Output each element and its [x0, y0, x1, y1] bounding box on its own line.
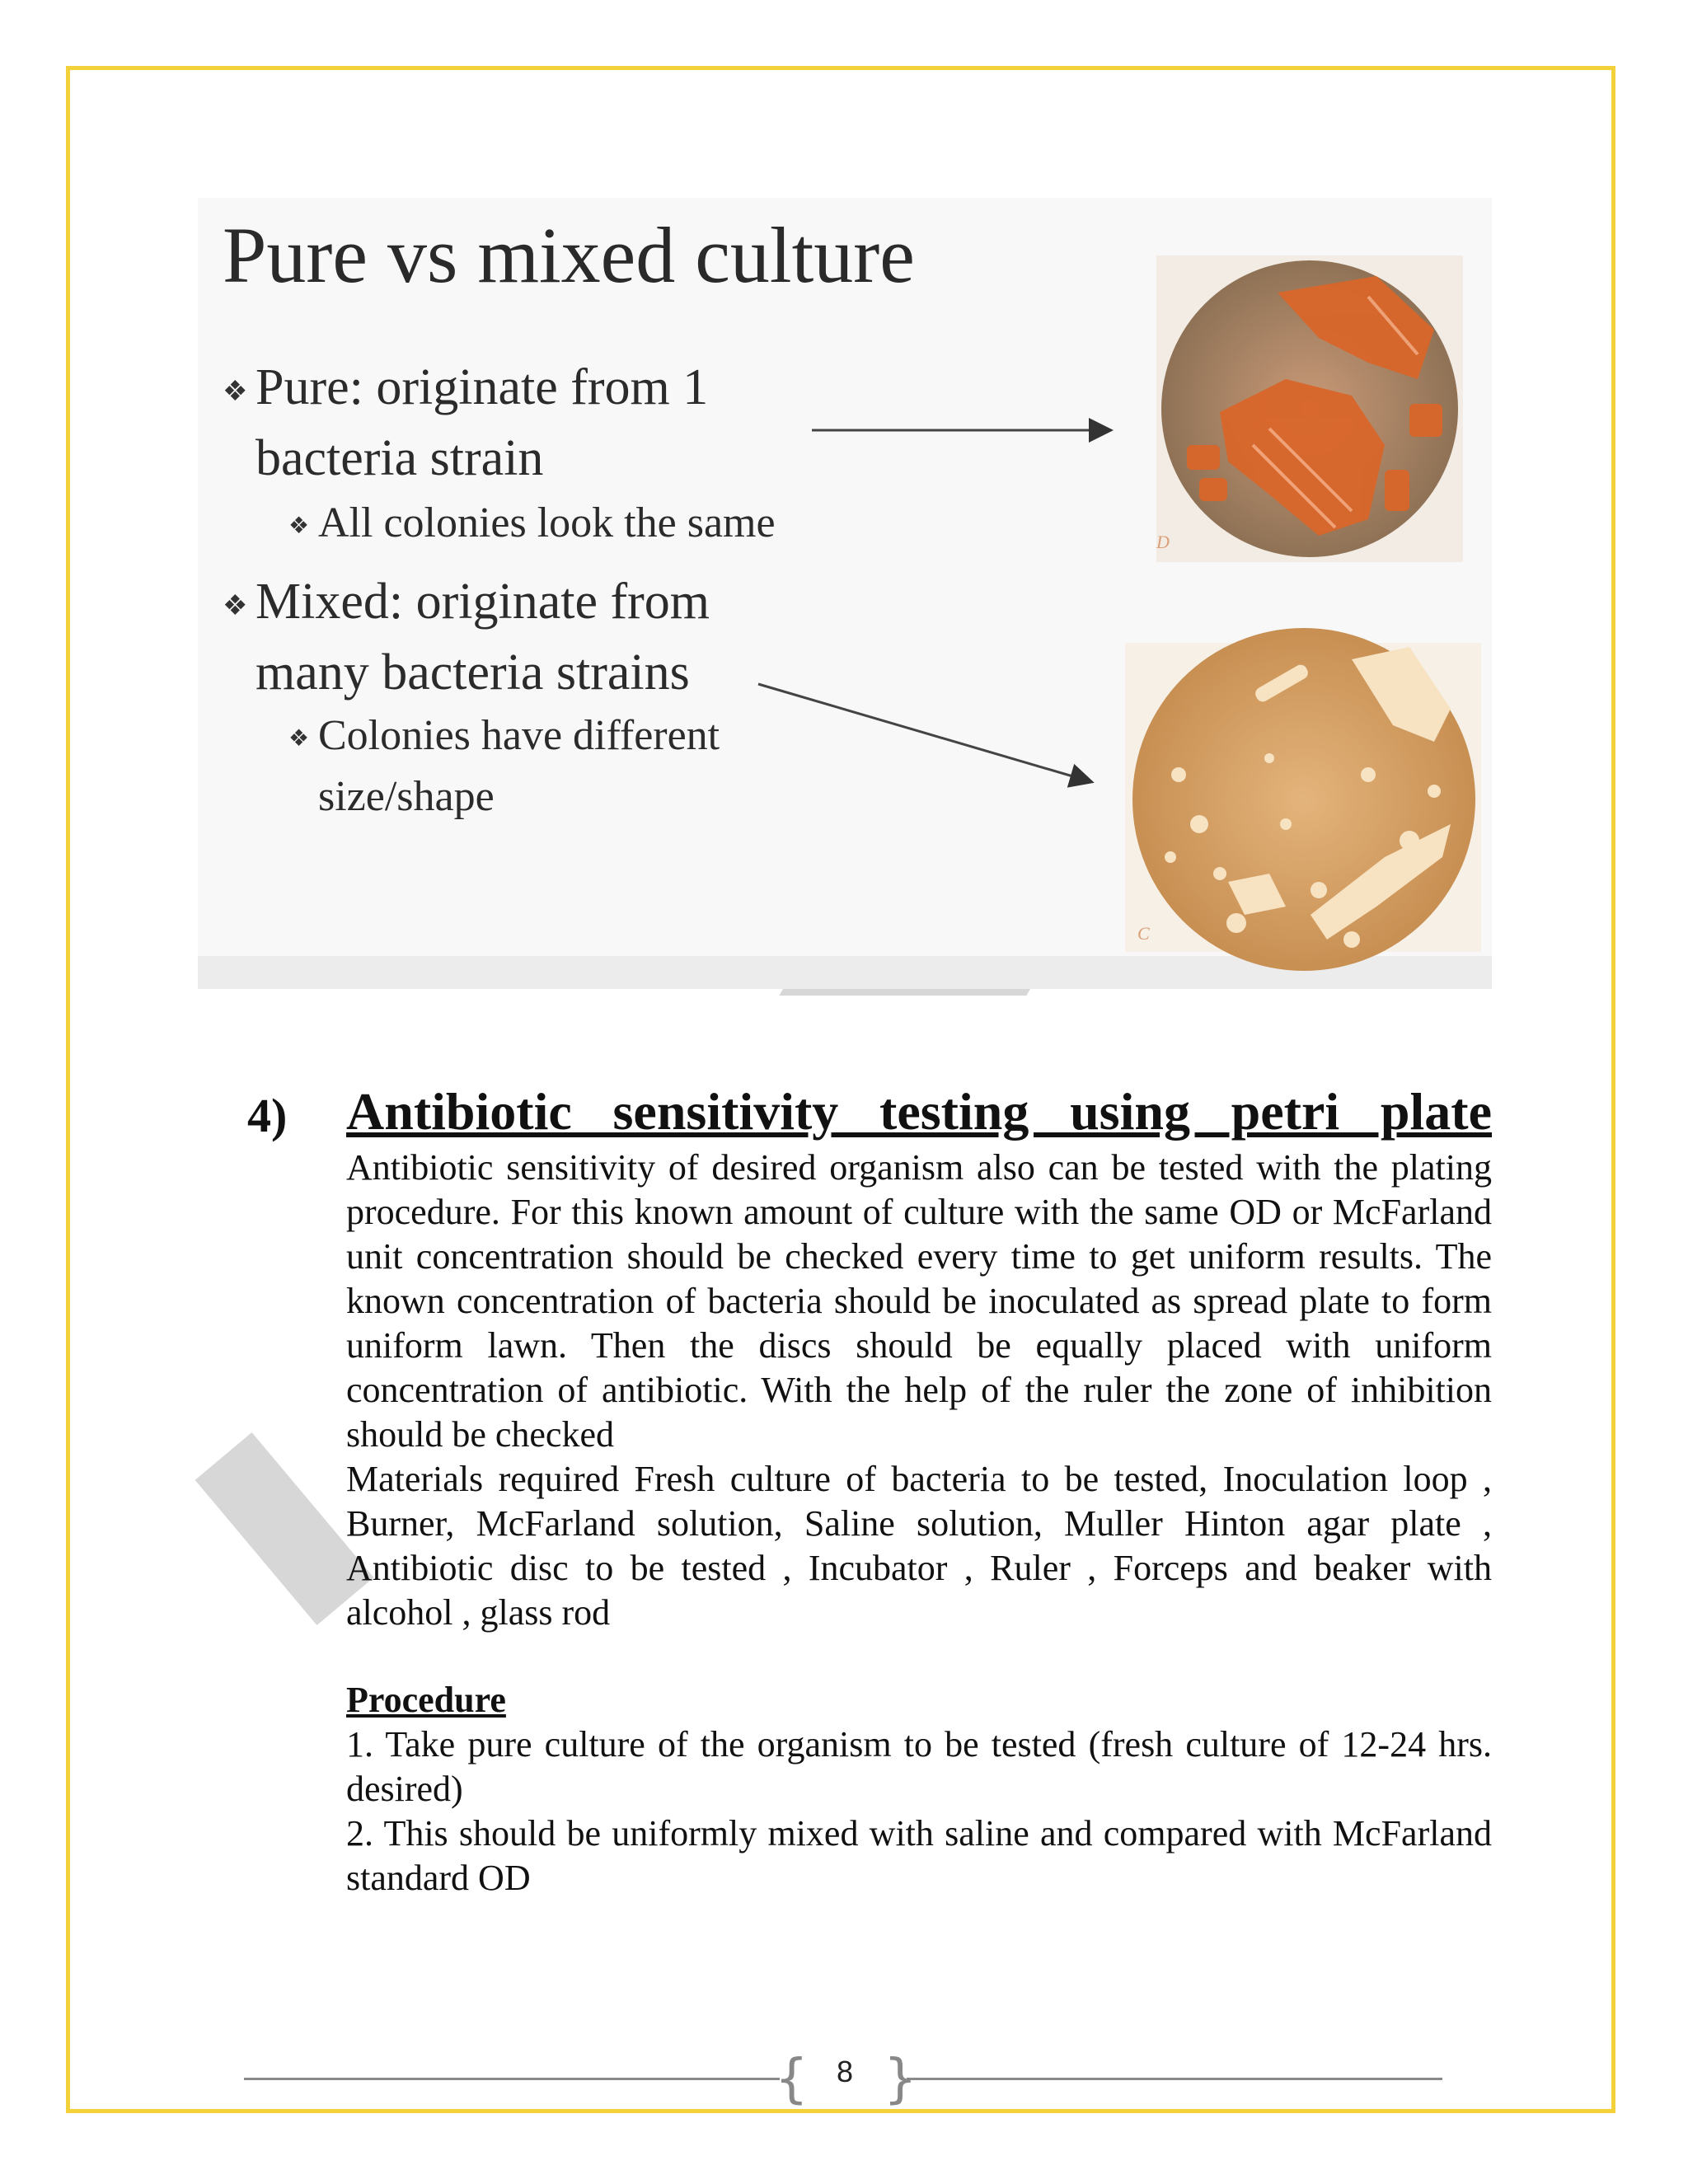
bullet-pure: ❖ Pure: originate from 1 bacteria strain: [223, 359, 709, 486]
diamond-bullet-icon: ❖: [288, 513, 310, 540]
bullet-mixed: ❖ Mixed: originate from many bacteria strains: [223, 574, 710, 701]
procedure-step-1: 1. Take pure culture of the organism to be tested (fresh culture of 12-24 hrs. desired): [346, 1724, 1492, 1809]
materials-paragraph: Materials required Fresh culture of bacteria to be tested, Inoculation loop , Burner, McFarland solution, Saline solution, Muller Hinton agar plate , Antibiotic disc to be tested , Incubator , Ruler , Forceps and beaker with alcohol , glass rod: [346, 1459, 1492, 1633]
section-number: 4): [247, 1089, 288, 1142]
footer-rule-left: [244, 2078, 780, 2080]
bullet-pure-sub: ❖ All colonies look the same: [288, 494, 776, 555]
page-number: 8: [836, 2055, 854, 2088]
diamond-bullet-icon: ❖: [223, 376, 248, 407]
intro-paragraph: Antibiotic sensitivity of desired organism also can be tested with the plating procedure. For this known amount of culture with the same OD or McFarland unit concentration should be checked every time to get uniform results. The known concentration of bacteria should be inoculated as spread plate to form uniform lawn. Then the discs should be equally placed with uniform concentration of antibiotic. With the help of the ruler the zone of inhibition should be checked: [346, 1147, 1492, 1455]
plate-label-bottom: C: [1137, 923, 1150, 944]
arrow-to-mixed-plate: [758, 684, 1090, 781]
footer-left-bracket: {: [775, 2049, 809, 2110]
diamond-bullet-icon: ❖: [288, 726, 310, 752]
slide-title: Pure vs mixed culture: [223, 211, 915, 299]
footer-right-bracket: }: [884, 2049, 917, 2110]
slide-image: [198, 198, 1492, 989]
procedure-heading: Procedure: [346, 1680, 506, 1720]
diamond-bullet-icon: ❖: [223, 590, 248, 621]
procedure-step-2: 2. This should be uniformly mixed with saline and compared with McFarland standard OD: [346, 1813, 1492, 1898]
section-title: Antibiotic sensitivity testing using petri plate: [346, 1082, 1492, 1141]
plate-label-top: D: [1156, 532, 1170, 552]
slide-graphics: [198, 198, 1492, 989]
bullet-mixed-sub: ❖ Colonies have different size/shape: [288, 712, 720, 821]
footer-rule-right: [907, 2078, 1442, 2080]
